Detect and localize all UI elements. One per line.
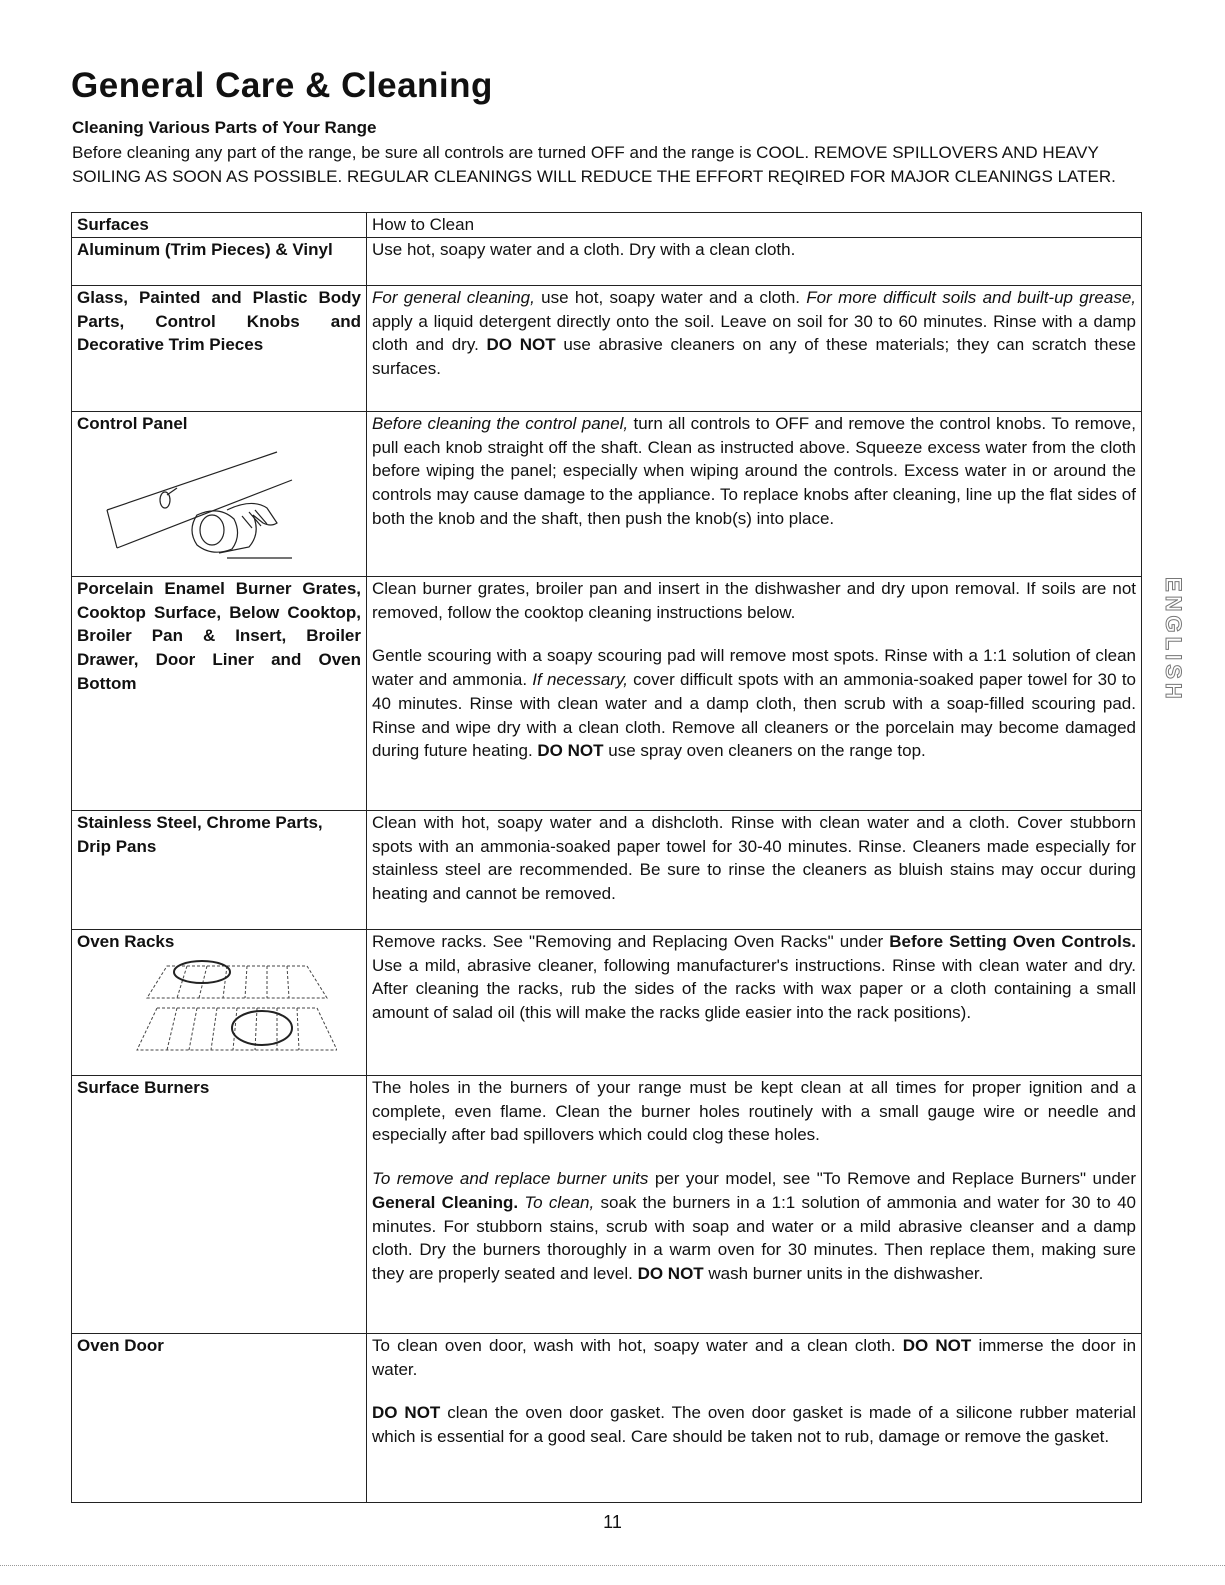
language-side-tab: ENGLISH	[1161, 577, 1186, 703]
paragraph-gap	[372, 1381, 1136, 1401]
do-not-warning: DO NOT	[486, 335, 556, 355]
instructions-oven-door	[367, 1334, 1142, 1503]
instruction-text: turn all controls to OFF and remove the control knobs. To remove, pull each knob straight off the shaft. Clean as instructed above. Squeeze excess water from the cloth before wiping the panel; especially when wiping around the controls. Excess water in or around the controls may cause damage to the appliance. To replace knobs after cleaning, line up the flat sides of both the knob and the shaft, then push the knob(s) into place.	[372, 414, 1136, 528]
instruction-text: cover difficult spots with an ammonia-soaked paper towel for 30 to 40 minutes. Rinse with clean water and a damp cloth, then scrub with a soap-filled scouring pad. Rinse and wipe dry with a clean cloth. Remove all cleaners or the porcelain may become damaged during future heating.	[372, 670, 1136, 761]
surface-glass-painted-plastic: Glass, Painted and Plastic Body Parts, Control Knobs and Decorative Trim Pieces	[72, 286, 367, 412]
instruction-text: clean the oven door gasket. The oven door gasket is made of a silicone rubber material which is essential for a good seal. Care should be taken not to rub, damage or remove the gasket.	[372, 1403, 1136, 1447]
surface-oven-racks-cell	[72, 930, 367, 1076]
instruction-paragraph	[372, 1401, 1136, 1448]
instruction-paragraph: The holes in the burners of your range must be kept clean at all times for proper ignition and a complete, even flame. Clean the burner holes routinely with a small gauge wire or needle and especially after bad spillovers which could clog these holes.	[372, 1078, 1136, 1145]
instruction-text: wash burner units in the dishwasher.	[703, 1263, 984, 1283]
table-header-row	[72, 213, 1142, 238]
surface-stainless-steel: Stainless Steel, Chrome Parts, Drip Pans	[72, 811, 367, 930]
header-surfaces: Surfaces	[72, 213, 367, 238]
table-row	[72, 1334, 1142, 1503]
instruction-italic: For more difficult soils and built-up grease,	[806, 288, 1136, 307]
instruction-italic: To remove and replace burner units	[372, 1169, 649, 1189]
instruction-text: Clean with hot, soapy water and a dishcloth. Rinse with clean water and a cloth. Cover stubborn spots with an ammonia-soaked paper towel for 30-40 minutes. Rinse. Cleaners made especially for stainless steel are recommended. Be sure to rinse the cleaners as bluish stains may occur during heating and cannot be removed.	[372, 813, 1136, 904]
intro-paragraph: Before cleaning any part of the range, be sure all controls are turned OFF and the range is COOL. REMOVE SPILLOVERS AND HEAVY SOILING AS SOON AS POSSIBLE. REGULAR CLEANINGS WILL REDUCE THE EFFORT REQIRED FOR MAJOR CLEANINGS LATER.	[72, 143, 1116, 186]
cleaning-table	[71, 212, 1142, 1503]
control-knob-illustration	[77, 440, 307, 570]
instruction-italic: For general cleaning,	[372, 288, 535, 307]
table-row	[72, 930, 1142, 1076]
instruction-italic: To clean,	[524, 1192, 595, 1212]
instruction-text: Remove racks. See "Removing and Replacing Oven Racks" under	[372, 932, 890, 951]
header-how-to-clean	[367, 213, 1142, 238]
table-row	[72, 286, 1142, 412]
paragraph-gap	[372, 1147, 1136, 1167]
instruction-text: use hot, soapy water and a cloth.	[534, 288, 807, 307]
instructions-porcelain-enamel	[367, 577, 1142, 811]
instruction-text: use spray oven cleaners on the range top.	[603, 741, 926, 761]
instruction-paragraph	[372, 644, 1136, 763]
surface-surface-burners: Surface Burners	[72, 1076, 367, 1334]
instruction-text: Gentle scouring with a soapy scouring pad will remove most spots. Rinse with a 1:1 solution of clean water and ammonia.	[372, 646, 1136, 690]
instruction-paragraph: Clean burner grates, broiler pan and insert in the dishwasher and dry upon removal. If soils are not removed, follow the cooktop cleaning instructions below.	[372, 579, 1136, 622]
table-row	[72, 1076, 1142, 1334]
instructions-stainless-steel	[367, 811, 1142, 930]
instruction-text: per your model, see "To Remove and Replace Burners" under	[648, 1169, 1136, 1189]
surface-oven-door: Oven Door	[72, 1334, 367, 1503]
surface-oven-racks: Oven Racks	[77, 932, 175, 951]
surface-aluminum: Aluminum (Trim Pieces) & Vinyl	[72, 238, 367, 286]
page-title: General Care & Cleaning	[71, 66, 493, 105]
header-how-to-clean-text: How to Clean	[372, 215, 475, 234]
instruction-paragraph	[372, 1334, 1136, 1381]
table-row	[72, 412, 1142, 577]
section-heading: Cleaning Various Parts of Your Range	[72, 118, 377, 137]
instruction-text: apply a liquid detergent directly onto the soil. Leave on soil for 30 to 60 minutes. Rinse with a damp cloth and dry.	[372, 311, 1136, 355]
instruction-text: soak the burners in a 1:1 solution of ammonia and water for 30 to 40 minutes. For stubborn stains, scrub with soap and water or a mild abrasive cleanser and a damp cloth. Dry the burners thoroughly in a warm oven for 30 minutes. Then replace them, making sure they are properly seated and level.	[372, 1192, 1136, 1283]
instruction-text: Use a mild, abrasive cleaner, following manufacturer's instructions. Rinse with clean water and dry. After cleaning the racks, rub the sides of the racks with wax paper or a cloth containing a small amount of salad oil (this will make the racks glide easier into the rack positions).	[372, 955, 1136, 1023]
instruction-bold: General Cleaning.	[372, 1192, 519, 1212]
table-row	[72, 577, 1142, 811]
surface-porcelain-enamel: Porcelain Enamel Burner Grates, Cooktop Surface, Below Cooktop, Broiler Pan & Insert, Broiler Drawer, Door Liner and Oven Bottom	[72, 577, 367, 811]
instructions-glass-painted-plastic	[367, 286, 1142, 412]
instructions-surface-burners	[367, 1076, 1142, 1334]
instructions-oven-racks	[367, 930, 1142, 1076]
instruction-text: immerse the door in water.	[372, 1336, 1137, 1379]
instruction-paragraph	[372, 1167, 1136, 1286]
do-not-warning: DO NOT	[372, 1403, 441, 1423]
instructions-control-panel	[367, 412, 1142, 577]
bottom-divider	[0, 1565, 1225, 1566]
instruction-italic: Before cleaning the control panel,	[372, 414, 629, 433]
instruction-text: Use hot, soapy water and a cloth. Dry with a clean cloth.	[372, 240, 796, 259]
surface-control-panel: Control Panel	[77, 414, 188, 433]
surface-control-panel-cell	[72, 412, 367, 577]
table-row	[72, 811, 1142, 930]
instructions-aluminum	[367, 238, 1142, 286]
instruction-text: use abrasive cleaners on any of these materials; they can scratch these surfaces.	[372, 335, 1136, 379]
do-not-warning: DO NOT	[637, 1263, 704, 1283]
instruction-bold: Before Setting Oven Controls.	[889, 932, 1136, 951]
instruction-italic: If necessary,	[532, 670, 628, 690]
instruction-text: To clean oven door, wash with hot, soapy water and a clean cloth.	[372, 1336, 903, 1355]
table-row	[72, 238, 1142, 286]
page-number: 11	[603, 1512, 622, 1532]
do-not-warning: DO NOT	[902, 1336, 972, 1355]
paragraph-gap	[372, 624, 1136, 644]
oven-rack-illustration	[77, 958, 337, 1058]
do-not-warning: DO NOT	[537, 741, 604, 761]
